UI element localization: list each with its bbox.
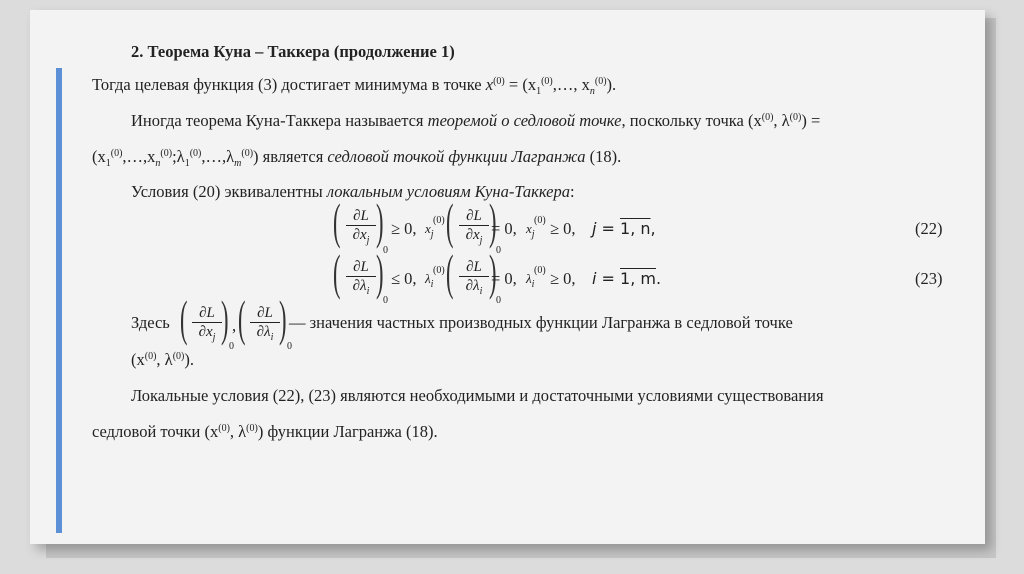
mid-text: ,…, x (552, 75, 590, 94)
superscript: (0) (160, 148, 173, 159)
subscript: n (155, 158, 161, 169)
xj-symbol: $x_j$ (526, 221, 535, 240)
right-paren: ) (279, 290, 287, 346)
line-1-text: Тогда целевая функция (3) достигает минимума в точке (92, 75, 482, 94)
subscript: 1 (184, 158, 190, 169)
fraction: $\frac{\partial L}{\partial\lambda_i}$ (250, 304, 280, 347)
superscript: (0) (534, 265, 546, 276)
subscript: 1 (105, 158, 111, 169)
zdes-text: Здесь (131, 313, 170, 332)
index-range: i = 1, m. (592, 269, 662, 288)
superscript: (0) (761, 112, 774, 123)
para-5-line-2: седловой точки ($x^{(0)}$, $\lambda^{(0)}$) функции Лагранжа (18). (92, 422, 438, 441)
x-symbol: x (485, 75, 494, 94)
right-paren: ) (489, 244, 497, 300)
eq-text: = 0, (491, 269, 517, 288)
right-paren: ) (376, 193, 384, 249)
text: , λ (773, 111, 790, 130)
equation-label-22: (22) (915, 219, 943, 238)
left-paren: ( (333, 244, 341, 300)
accent-bar (56, 68, 62, 533)
right-paren: ) (376, 244, 384, 300)
slide-title: 2. Теорема Куна – Таккера (продолжение 1) (131, 42, 455, 61)
subscript-zero: 0 (383, 295, 388, 306)
subscript-zero: 0 (287, 341, 292, 352)
superscript: (0) (433, 265, 445, 276)
le-text: ≤ 0, (391, 269, 417, 288)
subscript-zero: 0 (229, 341, 234, 352)
superscript: (0) (493, 76, 505, 87)
superscript: (0) (594, 76, 607, 87)
superscript: (0) (189, 148, 202, 159)
eq-text: = 0, (491, 219, 517, 238)
italic-text: теоремой о седловой точке (427, 111, 622, 130)
subscript: 1 (536, 86, 542, 97)
left-paren: ( (238, 290, 246, 346)
italic-text: седловой точкой функции Лагранжа (327, 147, 586, 166)
para-3 (131, 184, 575, 201)
equation-label-23: (23) (915, 269, 943, 288)
para-5-line-1: Локальные условия (22), (23) являются необходимыми и достаточными условиями существования (131, 386, 824, 405)
ge-text: ≥ 0, (550, 219, 576, 238)
comma: , (232, 316, 237, 335)
superscript: (0) (241, 148, 254, 159)
ge-text: ≥ 0, (391, 219, 417, 238)
superscript: (0) (789, 112, 802, 123)
text: (x (92, 147, 106, 166)
end-text: ). (606, 75, 617, 94)
right-paren: ) (221, 290, 229, 346)
text: Условия (20) эквивалентны (131, 182, 323, 201)
text: ,…,λ (201, 147, 235, 166)
left-paren: ( (180, 290, 188, 346)
index-range: j = 1, n, (592, 219, 656, 238)
subscript: n (589, 86, 595, 97)
left-paren: ( (446, 244, 454, 300)
text: (18). (585, 147, 622, 166)
fraction: $\frac{\partial L}{\partial\lambda_i}$ (346, 258, 376, 301)
fraction: $\frac{\partial L}{\partial\lambda_i}$ (459, 258, 489, 301)
subscript-zero: 0 (383, 245, 388, 256)
text: ) = (801, 111, 821, 130)
li-symbol: $\lambda_i$ (526, 271, 535, 290)
text: ,…,x (122, 147, 156, 166)
right-paren: ) (489, 193, 497, 249)
text: : (570, 182, 575, 201)
left-paren: ( (446, 193, 454, 249)
subscript-zero: 0 (496, 245, 501, 256)
li-symbol: $\lambda_i$ (425, 271, 434, 290)
text: ) является (253, 147, 324, 166)
fraction: $\frac{\partial L}{\partial x_j}$ (346, 207, 376, 250)
xj-symbol: $x_j$ (425, 221, 434, 240)
para-4-text: — значения частных производных функции Лагранжа в седловой точке (289, 313, 793, 332)
text: Иногда теорема Куна-Таккера называется (131, 111, 424, 130)
superscript: (0) (110, 148, 123, 159)
text: , поскольку точка (x (621, 111, 762, 130)
superscript: (0) (534, 215, 546, 226)
text: ;λ (172, 147, 185, 166)
eq-text: = (x (504, 75, 537, 94)
superscript: (0) (433, 215, 445, 226)
line-1 (92, 77, 616, 97)
subscript-zero: 0 (496, 295, 501, 306)
para-2-line-1 (131, 113, 820, 130)
italic-text: локальным условиям Куна-Таккера (326, 182, 570, 201)
ge-text: ≥ 0, (550, 269, 576, 288)
fraction: $\frac{\partial L}{\partial x_j}$ (192, 304, 222, 347)
fraction: $\frac{\partial L}{\partial x_j}$ (459, 207, 489, 250)
para-4-line-2: ($x^{(0)}$, $\lambda^{(0)}$). (131, 350, 194, 369)
superscript: (0) (541, 76, 553, 87)
left-paren: ( (333, 193, 341, 249)
subscript: m (234, 158, 242, 169)
para-2-line-2 (92, 149, 621, 169)
